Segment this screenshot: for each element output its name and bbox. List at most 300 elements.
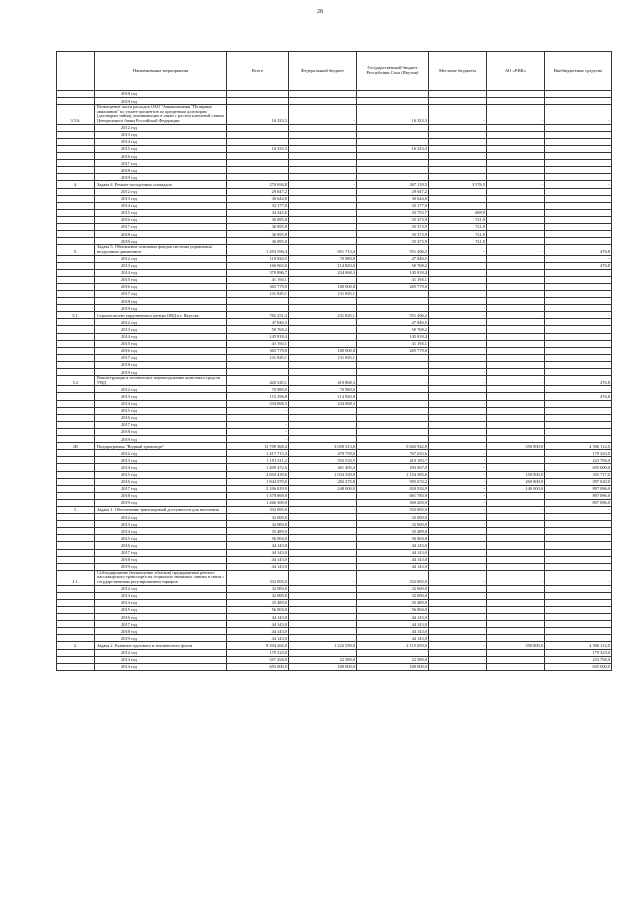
year-label: 2016 год: [95, 414, 227, 421]
amount-cell: [487, 499, 545, 506]
amount-cell: [487, 361, 545, 368]
amount-cell: [487, 400, 545, 407]
year-label: 2017 год: [95, 421, 227, 428]
amount-cell: 13 709 368,4: [227, 443, 289, 450]
amount-cell: [545, 556, 612, 563]
amount-cell: [357, 305, 429, 312]
year-label: 2019 год: [95, 499, 227, 506]
amount-cell: [429, 153, 487, 160]
amount-cell: 897 086,0: [545, 492, 612, 499]
row-code: [57, 549, 95, 556]
amount-cell: 44 143,0: [357, 635, 429, 642]
year-label: 2014 год: [95, 663, 227, 670]
amount-cell: -: [545, 312, 612, 319]
amount-cell: [227, 361, 289, 368]
amount-cell: 365 779,0: [227, 283, 289, 290]
amount-cell: 1 034 339,0: [289, 471, 357, 478]
amount-cell: [429, 91, 487, 98]
amount-cell: -: [429, 506, 487, 513]
table-row: [57, 376, 612, 386]
year-label: 2017 год: [95, 485, 227, 492]
amount-cell: [357, 98, 429, 105]
amount-cell: 100 000,0: [289, 283, 357, 290]
amount-cell: [487, 457, 545, 464]
amount-cell: [545, 528, 612, 535]
row-code: [57, 91, 95, 98]
amount-cell: 131 845,1: [227, 354, 289, 361]
amount-cell: [289, 635, 357, 642]
table-row: [57, 514, 612, 521]
amount-cell: 44 143,0: [357, 621, 429, 628]
table-row: [57, 245, 612, 255]
amount-cell: 2 694 439,6: [227, 471, 289, 478]
page-number: 28: [317, 9, 323, 15]
amount-cell: 35 489,0: [227, 599, 289, 606]
table-row: [57, 354, 612, 361]
amount-cell: -: [429, 471, 487, 478]
amount-cell: [289, 649, 357, 656]
amount-cell: [545, 91, 612, 98]
amount-cell: [545, 174, 612, 181]
amount-cell: 332 065,0: [227, 506, 289, 513]
amount-cell: -: [545, 181, 612, 188]
year-label: 2018 год: [95, 231, 227, 238]
amount-cell: -: [289, 105, 357, 125]
amount-cell: 655 000,0: [227, 663, 289, 670]
measure-name: Реконструкция и техническое перевооружение комплекса средств УВД: [95, 376, 227, 386]
row-code: [57, 436, 95, 443]
amount-cell: 50 768,2: [357, 262, 429, 269]
amount-cell: [289, 542, 357, 549]
amount-cell: [357, 414, 429, 421]
table-row: [57, 585, 612, 592]
amount-cell: [487, 319, 545, 326]
amount-cell: [289, 124, 357, 131]
amount-cell: [429, 262, 487, 269]
table-body: [57, 91, 612, 671]
row-code: [57, 369, 95, 376]
amount-cell: 35 373,9: [357, 238, 429, 245]
amount-cell: 476,8: [545, 262, 612, 269]
amount-cell: 118 826,5: [227, 255, 289, 262]
amount-cell: [429, 400, 487, 407]
row-code: [57, 621, 95, 628]
amount-cell: 44 143,0: [357, 542, 429, 549]
amount-cell: 32 177,0: [227, 202, 289, 209]
amount-cell: -: [487, 570, 545, 585]
amount-cell: 1 466 369,9: [227, 499, 289, 506]
amount-cell: [227, 153, 289, 160]
row-code: [57, 635, 95, 642]
row-code: [57, 145, 95, 152]
row-code: [57, 521, 95, 528]
amount-cell: 179 323,0: [545, 450, 612, 457]
year-label: 2016 год: [95, 542, 227, 549]
amount-cell: 476,8: [545, 245, 612, 255]
table-row: [57, 478, 612, 485]
amount-cell: 30 644,8: [357, 195, 429, 202]
row-code: [57, 663, 95, 670]
amount-cell: [429, 167, 487, 174]
amount-cell: [289, 91, 357, 98]
year-label: 2014 год: [95, 138, 227, 145]
amount-cell: [545, 124, 612, 131]
amount-cell: [487, 521, 545, 528]
amount-cell: -: [429, 450, 487, 457]
amount-cell: [289, 238, 357, 245]
amount-cell: [289, 195, 357, 202]
amount-cell: [289, 174, 357, 181]
amount-cell: 44 143,0: [357, 556, 429, 563]
amount-cell: 257 294,0: [227, 656, 289, 663]
amount-cell: 145 818,4: [357, 333, 429, 340]
amount-cell: 140 000,0: [487, 485, 545, 492]
amount-cell: [487, 195, 545, 202]
amount-cell: [487, 305, 545, 312]
amount-cell: 44 143,0: [227, 614, 289, 621]
amount-cell: [487, 450, 545, 457]
row-code: 5.1.: [57, 312, 95, 319]
amount-cell: [289, 98, 357, 105]
table-row: [57, 628, 612, 635]
amount-cell: 32 000,0: [357, 521, 429, 528]
year-label: 2016 год: [95, 283, 227, 290]
year-label: 2019 год: [95, 563, 227, 570]
row-code: [57, 354, 95, 361]
row-code: [57, 421, 95, 428]
row-code: [57, 269, 95, 276]
amount-cell: 22 500,0: [289, 656, 357, 663]
table-row: [57, 269, 612, 276]
amount-cell: [545, 514, 612, 521]
amount-cell: [545, 305, 612, 312]
row-code: [57, 255, 95, 262]
amount-cell: -: [545, 255, 612, 262]
amount-cell: [289, 421, 357, 428]
amount-cell: -: [429, 245, 487, 255]
amount-cell: [289, 319, 357, 326]
amount-cell: -: [487, 245, 545, 255]
table-row: [57, 291, 612, 298]
amount-cell: [545, 153, 612, 160]
amount-cell: 8 394 262,0: [227, 642, 289, 649]
amount-cell: [487, 153, 545, 160]
amount-cell: [487, 276, 545, 283]
measure-name: Задача 5. Обновление основных фондов системы управления воздушным движением: [95, 245, 227, 255]
amount-cell: 35 373,9: [357, 224, 429, 231]
amount-cell: [429, 614, 487, 621]
table-row: [57, 224, 612, 231]
amount-cell: 44 143,0: [227, 549, 289, 556]
table-header-row: [57, 52, 612, 91]
amount-cell: [487, 393, 545, 400]
year-label: 2017 год: [95, 224, 227, 231]
amount-cell: 32 000,0: [357, 592, 429, 599]
amount-cell: [487, 436, 545, 443]
row-code: [57, 291, 95, 298]
row-code: [57, 592, 95, 599]
amount-cell: 36 095,8: [227, 231, 289, 238]
table-row: [57, 340, 612, 347]
table-row: [57, 283, 612, 290]
amount-cell: [227, 305, 289, 312]
amount-cell: [429, 649, 487, 656]
row-code: [57, 276, 95, 283]
amount-cell: [545, 354, 612, 361]
amount-cell: [545, 160, 612, 167]
amount-cell: -: [227, 407, 289, 414]
amount-cell: [487, 333, 545, 340]
amount-cell: [487, 649, 545, 656]
amount-cell: 1 578 869,9: [227, 492, 289, 499]
amount-cell: [357, 400, 429, 407]
amount-cell: 44 143,0: [227, 621, 289, 628]
amount-cell: [487, 663, 545, 670]
amount-cell: [545, 361, 612, 368]
amount-cell: 35 373,9: [357, 231, 429, 238]
row-code: [57, 160, 95, 167]
amount-cell: [545, 347, 612, 354]
amount-cell: [357, 649, 429, 656]
amount-cell: 35 489,0: [357, 528, 429, 535]
amount-cell: [487, 269, 545, 276]
amount-cell: 70 980,0: [227, 386, 289, 393]
amount-cell: 32 177,0: [357, 202, 429, 209]
amount-cell: 681 783,9: [357, 492, 429, 499]
amount-cell: [545, 414, 612, 421]
table-row: [57, 599, 612, 606]
amount-cell: 550 000,0: [487, 443, 545, 450]
year-label: 2012 год: [95, 386, 227, 393]
amount-cell: [545, 269, 612, 276]
year-label: 2014 год: [95, 202, 227, 209]
row-code: [57, 98, 95, 105]
year-label: 2015 год: [95, 145, 227, 152]
table-row: [57, 262, 612, 269]
amount-cell: [227, 369, 289, 376]
amount-cell: [487, 174, 545, 181]
year-label: 2018 год: [95, 361, 227, 368]
amount-cell: [429, 606, 487, 613]
amount-cell: -: [429, 443, 487, 450]
amount-cell: 41 194,1: [357, 340, 429, 347]
amount-cell: [429, 628, 487, 635]
amount-cell: 44 143,0: [357, 628, 429, 635]
table-row: [57, 499, 612, 506]
amount-cell: 553 533,5: [289, 457, 357, 464]
year-label: 2019 год: [95, 98, 227, 105]
year-label: 2012 год: [95, 649, 227, 656]
amount-cell: [429, 635, 487, 642]
amount-cell: [487, 202, 545, 209]
amount-cell: [289, 369, 357, 376]
amount-cell: 476,8: [545, 393, 612, 400]
amount-cell: [289, 305, 357, 312]
amount-cell: [357, 167, 429, 174]
table-row: [57, 216, 612, 223]
amount-cell: 905 674,2: [357, 478, 429, 485]
amount-cell: [289, 131, 357, 138]
amount-cell: -: [487, 506, 545, 513]
measure-name: Возмещение части расходов ОАО "Авиакомпания "Полярные авиалинии" по уплате процентов по кредитным договорам (договорам займа), возникающих в связи с ростом ключевой ставки Центрального банка Российской Федерации: [95, 105, 227, 125]
amount-cell: [429, 276, 487, 283]
year-label: 2017 год: [95, 354, 227, 361]
table-row: [57, 570, 612, 585]
row-code: 5.2: [57, 376, 95, 386]
amount-cell: [545, 224, 612, 231]
amount-cell: 145 818,4: [227, 333, 289, 340]
year-label: 2012 год: [95, 450, 227, 457]
amount-cell: [429, 340, 487, 347]
amount-cell: [289, 592, 357, 599]
year-label: 2016 год: [95, 614, 227, 621]
table-row: [57, 606, 612, 613]
amount-cell: [545, 340, 612, 347]
amount-cell: 150 000,0: [487, 471, 545, 478]
amount-cell: 5 602 942,8: [357, 443, 429, 450]
table-row: [57, 642, 612, 649]
year-label: 2017 год: [95, 549, 227, 556]
year-label: 2014 год: [95, 400, 227, 407]
amount-cell: 16 333,3: [357, 105, 429, 125]
amount-cell: 476,8: [545, 376, 612, 386]
amount-cell: -: [289, 181, 357, 188]
table-row: [57, 160, 612, 167]
amount-cell: 355 717,0: [545, 471, 612, 478]
amount-cell: 379 886,7: [227, 269, 289, 276]
table-row: [57, 305, 612, 312]
amount-cell: [545, 628, 612, 635]
amount-cell: 36 095,8: [227, 216, 289, 223]
row-code: [57, 585, 95, 592]
amount-cell: [357, 291, 429, 298]
year-label: 2012 год: [95, 585, 227, 592]
amount-cell: -: [429, 485, 487, 492]
amount-cell: 30 644,8: [227, 195, 289, 202]
table-row: [57, 592, 612, 599]
amount-cell: [227, 131, 289, 138]
amount-cell: [545, 542, 612, 549]
amount-cell: 50 768,2: [227, 326, 289, 333]
amount-cell: [545, 216, 612, 223]
column-header: Внебюджетные средства: [545, 52, 612, 91]
amount-cell: [227, 98, 289, 105]
row-code: III: [57, 443, 95, 450]
table-row: [57, 421, 612, 428]
amount-cell: [289, 585, 357, 592]
amount-cell: 36 095,8: [227, 238, 289, 245]
row-code: 1.1.: [57, 570, 95, 585]
amount-cell: [487, 535, 545, 542]
amount-cell: [289, 340, 357, 347]
row-code: [57, 195, 95, 202]
amount-cell: [429, 269, 487, 276]
amount-cell: 461 405,4: [289, 464, 357, 471]
amount-cell: [487, 542, 545, 549]
row-code: [57, 188, 95, 195]
amount-cell: [289, 614, 357, 621]
amount-cell: [429, 354, 487, 361]
amount-cell: [487, 464, 545, 471]
amount-cell: 550 000,0: [487, 642, 545, 649]
row-code: [57, 153, 95, 160]
column-header: Федеральный бюджет: [289, 52, 357, 91]
table-row: [57, 535, 612, 542]
amount-cell: [429, 347, 487, 354]
amount-cell: [545, 585, 612, 592]
row-code: [57, 400, 95, 407]
amount-cell: [429, 98, 487, 105]
table-row: [57, 138, 612, 145]
amount-cell: [429, 145, 487, 152]
amount-cell: 223 794,0: [545, 656, 612, 663]
measure-name: Строительство укрупненного центра ОВД в г. Якутске: [95, 312, 227, 319]
amount-cell: 47 846,5: [227, 319, 289, 326]
amount-cell: [429, 393, 487, 400]
amount-cell: [289, 298, 357, 305]
amount-cell: [487, 326, 545, 333]
amount-cell: [357, 421, 429, 428]
amount-cell: [487, 124, 545, 131]
amount-cell: 332 065,0: [357, 506, 429, 513]
amount-cell: [429, 556, 487, 563]
row-code: [57, 628, 95, 635]
amount-cell: 293 067,0: [357, 464, 429, 471]
measure-name: Задача 2. Развитие грузового и технического флота: [95, 642, 227, 649]
measure-name: Задача 4. Ремонт посадочных площадок: [95, 181, 227, 188]
amount-cell: [545, 195, 612, 202]
amount-cell: 470 759,0: [289, 450, 357, 457]
amount-cell: 100 000,0: [289, 347, 357, 354]
amount-cell: [429, 563, 487, 570]
row-code: [57, 542, 95, 549]
amount-cell: 29 047,2: [227, 188, 289, 195]
amount-cell: [357, 153, 429, 160]
amount-cell: [429, 428, 487, 435]
amount-cell: 56 004,0: [357, 606, 429, 613]
year-label: 2013 год: [95, 656, 227, 663]
amount-cell: 145 818,4: [357, 269, 429, 276]
table-row: [57, 181, 612, 188]
amount-cell: [357, 124, 429, 131]
year-label: 2014 год: [95, 464, 227, 471]
amount-cell: 22 500,0: [357, 656, 429, 663]
amount-cell: 3 050 313,6: [289, 443, 357, 450]
amount-cell: [289, 145, 357, 152]
amount-cell: [487, 145, 545, 152]
table-row: [57, 319, 612, 326]
table-row: [57, 443, 612, 450]
amount-cell: -: [429, 457, 487, 464]
amount-cell: [545, 369, 612, 376]
amount-cell: [227, 160, 289, 167]
amount-cell: [487, 188, 545, 195]
amount-cell: 782 251,2: [227, 312, 289, 319]
amount-cell: [429, 663, 487, 670]
row-code: [57, 599, 95, 606]
amount-cell: [487, 421, 545, 428]
amount-cell: [429, 174, 487, 181]
amount-cell: [289, 499, 357, 506]
amount-cell: [429, 414, 487, 421]
amount-cell: -: [429, 642, 487, 649]
year-label: 2019 год: [95, 436, 227, 443]
amount-cell: [429, 621, 487, 628]
amount-cell: [289, 361, 357, 368]
row-code: [57, 606, 95, 613]
amount-cell: 767 633,6: [357, 450, 429, 457]
row-code: 3.5.6.: [57, 105, 95, 125]
